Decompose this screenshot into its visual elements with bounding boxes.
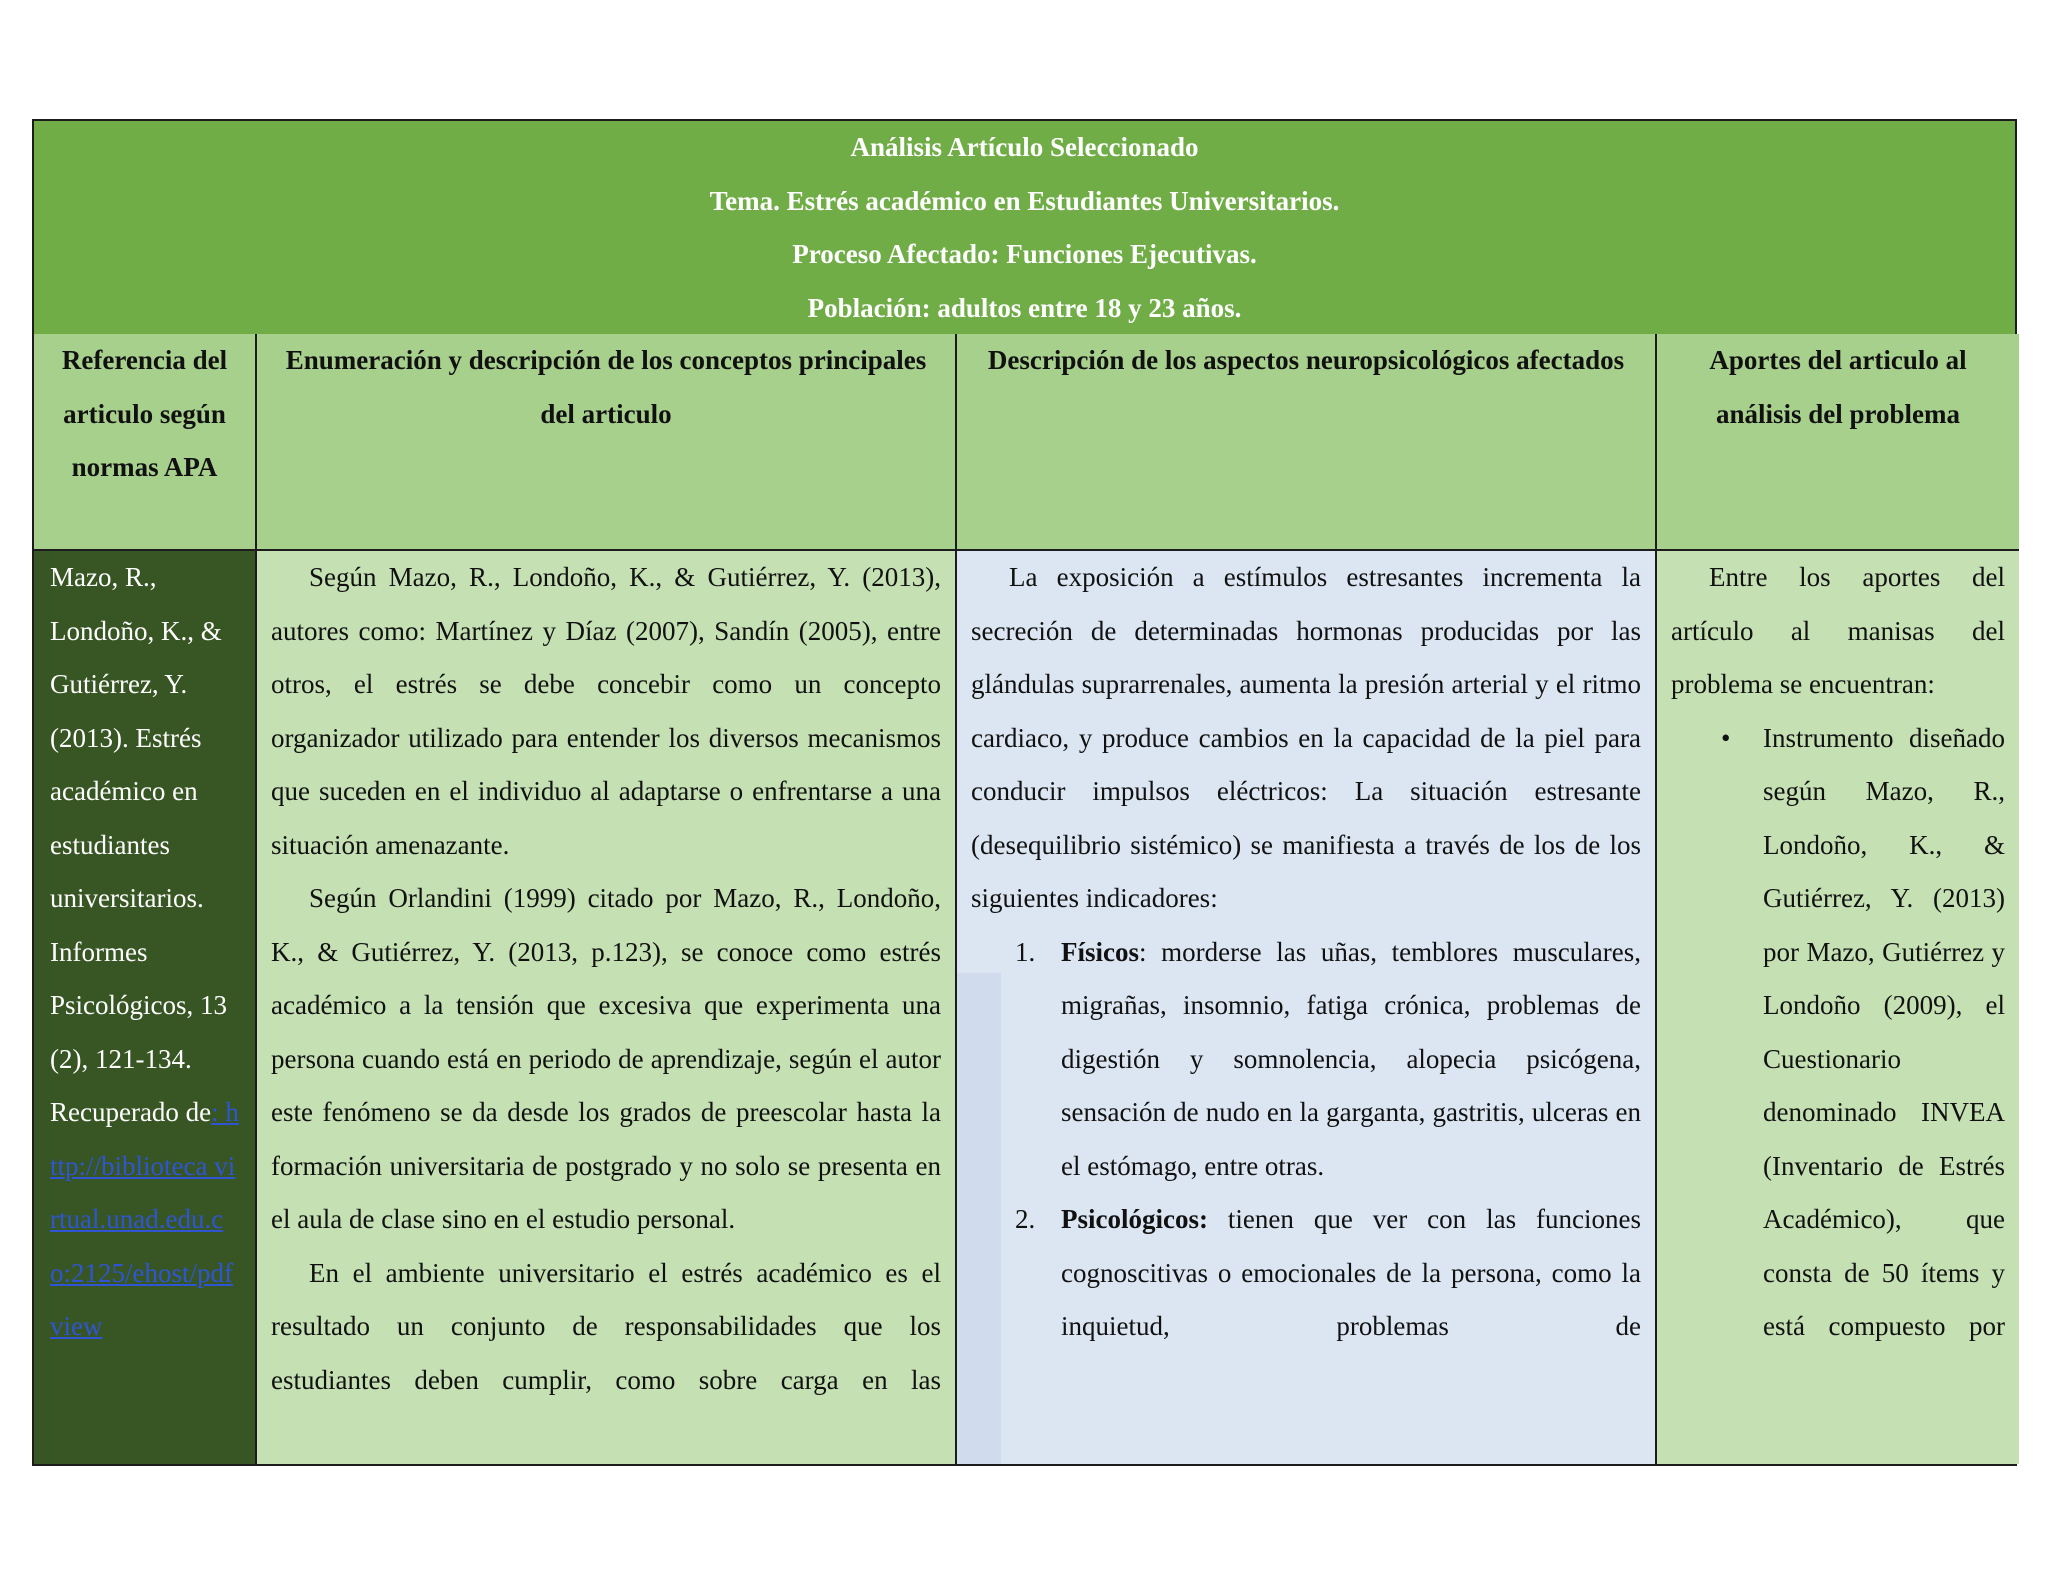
- bullet-icon: •: [1721, 722, 1731, 753]
- banner-title: Análisis Artículo Seleccionado: [850, 132, 1199, 162]
- aportes-item-text: Instrumento diseñado según Mazo, R., Londoño, K., & Gutiérrez, Y. (2013) por Mazo, Gutiérrez y Londoño (2009), el Cuestionario denominado INVEA (Inventario de Estrés Académico), que consta de 50 ítems y está compuesto por: [1763, 722, 2005, 1341]
- indicator-text: tienen que ver con las funciones cognoscitivas o emocionales de la persona, como la inquietud, problemas de: [1061, 1204, 1641, 1341]
- column-concepts: [255, 334, 955, 1464]
- column-reference: [34, 334, 255, 1464]
- banner-population: Población: adultos entre 18 y 23 años.: [807, 292, 1242, 323]
- header-concepts: Enumeración y descripción de los conceptos principales del articulo: [257, 334, 955, 551]
- reference-link[interactable]: : http://biblioteca virtual.unad.edu.co:2125/ehost/pdfview: [50, 1097, 239, 1341]
- header-reference: Referencia del articulo según normas APA: [34, 334, 255, 551]
- indicator-number: 2.: [1015, 1204, 1036, 1234]
- column-aportes: [1655, 334, 2019, 1464]
- cell-neuro: [957, 551, 1655, 1464]
- concepts-paragraph-3: En el ambiente universitario el estrés académico es el resultado un conjunto de responsabilidades que los estudiantes deben cumplir, como sobre carga en las: [271, 1257, 941, 1395]
- column-neuro: [955, 334, 1655, 1464]
- header-aportes: Aportes del articulo al análisis del problema: [1657, 334, 2019, 551]
- neuro-intro: La exposición a estímulos estresantes incrementa la secreción de determinadas hormonas producidas por las glándulas suprarrenales, aumenta la presión arterial y el ritmo cardiaco, y produce cambios en la capacidad de la piel para conducir impulsos eléctricos: La situación estresante (desequilibrio sistémico) se manifiesta a través de los de los siguientes indicadores:: [971, 562, 1641, 913]
- neuro-indicator-item: [971, 1193, 1641, 1354]
- cell-reference: [34, 551, 255, 1464]
- cell-aportes: [1657, 551, 2019, 1464]
- reference-text: Mazo, R., Londoño, K., & Gutiérrez, Y. (2013). Estrés académico en estudiantes universitarios. Informes Psicológicos, 13 (2), 121-134. Recuperado de: [50, 562, 228, 1127]
- analysis-table: [32, 119, 2017, 1466]
- aportes-list-item: [1671, 712, 2005, 1354]
- cell-concepts: [257, 551, 955, 1464]
- banner-process: Proceso Afectado: Funciones Ejecutivas.: [792, 239, 1257, 269]
- concepts-paragraph-1: Según Mazo, R., Londoño, K., & Gutiérrez, Y. (2013), autores como: Martínez y Díaz (2007), Sandín (2005), entre otros, el estrés se debe concebir como un concepto organizador utilizado para entender los diversos mecanismos que suceden en el individuo al adaptarse o enfrentarse a una situación amenazante.: [271, 562, 941, 860]
- table-banner: [34, 121, 2015, 336]
- banner-topic: Tema. Estrés académico en Estudiantes Universitarios.: [709, 185, 1340, 216]
- indicator-number: 1.: [1015, 936, 1036, 967]
- header-neuro: Descripción de los aspectos neuropsicológicos afectados: [957, 334, 1655, 551]
- neuro-indicator-list: [971, 926, 1641, 1354]
- indicator-text: : morderse las uñas, temblores musculares, migrañas, insomnio, fatiga crónica, problemas de digestión y somnolencia, alopecia psicógena, sensación de nudo en la garganta, gastritis, ulceras en el estómago, entre otras.: [1061, 936, 1641, 1181]
- indicator-label: Físicos: [1061, 936, 1139, 967]
- aportes-list: [1671, 712, 2005, 1354]
- neuro-indicator-item: [971, 926, 1641, 1194]
- indicator-label: Psicológicos:: [1061, 1204, 1208, 1234]
- concepts-paragraph-2: Según Orlandini (1999) citado por Mazo, R., Londoño, K., & Gutiérrez, Y. (2013, p.123), se conoce como estrés académico a la tensión que excesiva que experimenta una persona cuando está en periodo de aprendizaje, según el autor este fenómeno se da desde los grados de preescolar hasta la formación universitaria de postgrado y no solo se presenta en el aula de clase sino en el estudio personal.: [271, 883, 941, 1234]
- aportes-intro: Entre los aportes del artículo al manisas del problema se encuentran:: [1671, 562, 2005, 699]
